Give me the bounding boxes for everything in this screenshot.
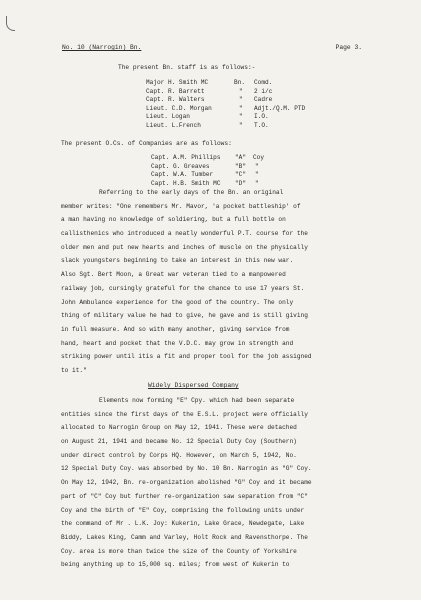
company-suffix: " [255,179,259,187]
staff-role: Comd. [254,79,273,86]
staff-role: Adjt./Q.M. PTD [254,104,306,112]
staff-role: 2 i/c [254,87,273,95]
text-line: Coy and the birth of "E" Coy, comprising the following units under [61,506,305,514]
staff-ditto: Bn. [234,79,245,86]
section-subheading: Widely Dispersed Company [148,382,239,389]
company-oc: Capt. W.A. Tumber [151,171,214,179]
staff-name: Major H. Smith MC [146,79,209,86]
page-number: Page 3. [335,44,362,51]
company-oc: Capt. H.B. Smith MC [151,179,221,187]
text-line: slack youngsters beginning to take an interest in this new war. [61,257,294,265]
text-line: hand, heart and pocket that the V.D.C. may grow in strength and [61,339,294,347]
text-line: railway job, cursingly grateful for the chance to use 17 years St. [61,284,305,292]
text-line: older men and put new hearts and inches of muscle on the physically [61,243,308,251]
recollection-paragraph [61,186,373,378]
company-letter: "D" [235,179,246,187]
margin-mark [6,16,15,31]
company-letter: "B" [235,162,246,170]
text-line: a man having no knowledge of soldiering, but a full bottle on [61,216,286,224]
text-line: on August 21, 1941 and became No. 12 Special Duty Coy (Southern) [61,438,297,446]
staff-ditto: " [239,96,243,104]
text-line: Coy. area is more than twice the size of the County of Yorkshire [61,547,297,555]
staff-name: Lieut. C.D. Morgan [146,104,212,112]
staff-role: T.O. [254,121,269,129]
text-line: striking power until itis a fit and proper tool for the job assigned [61,353,312,361]
text-line: in full measure. And so with many another, giving service from [61,325,290,333]
text-line: John Ambulance experience for the good of the country. The only [61,298,294,306]
company-suffix: " [255,162,259,170]
text-line: under direct control by Corps HQ. However, on March 5, 1942, No. [61,451,297,459]
company-history-paragraph [61,394,373,572]
company-oc: Capt. G. Greaves [151,162,210,170]
text-line: Elements now forming "E" Cpy. which had been separate [99,397,295,404]
text-line: Also Sgt. Bert Moon, a Great war veteran tied to a manpowered [61,271,286,279]
company-suffix: " [255,171,259,179]
staff-name: Lieut. Logan [146,113,190,121]
text-line: being anything up to 15,000 sq. miles; from west of Kukerin to [61,561,290,569]
staff-ditto: " [239,104,243,112]
text-line: allocated to Narrogin Group on May 12, 1941. These were detached [61,424,297,432]
companies-intro: The present O.Cs. of Companies are as follows: [61,140,232,147]
staff-name: Capt. R. Walters [146,96,205,104]
staff-ditto: " [239,121,243,129]
text-line: to it." [61,366,87,374]
page-header [62,44,362,51]
staff-name: Capt. R. Barrett [146,87,205,95]
text-line: 12 Special Duty Coy. was absorbed by No. 10 Bn. Narrogin as "G" Coy. [61,465,312,473]
staff-role: I.O. [254,113,269,121]
company-letter: "C" [235,171,246,179]
text-line: Biddy, Lakes King, Camm and Varley, Holt Rock and Ravensthorpe. The [61,533,308,541]
company-letter: "A" [235,154,246,161]
text-line: member writes: "One remembers Mr. Mavor, 'a pocket battleship' of [61,202,301,210]
company-suffix: Coy [253,154,264,161]
text-line: thing of military value he had to give, he gave and is still giving [61,312,308,320]
battalion-title: No. 10 (Narrogin) Bn. [62,44,142,51]
text-line: entities since the first days of the E.S.L. project were officially [61,410,308,418]
text-line: the command of Mr . L.K. Joy: Kukerin, Lake Grace, Newdegate, Lake [61,520,305,528]
staff-role: Cadre [254,96,273,104]
text-line: On May 12, 1942, Bn. re-organization abolished "G" Coy and it became [61,479,312,487]
staff-ditto: " [239,87,243,95]
text-line: part of "C" Coy but further re-organization saw separation from "C" [61,492,308,500]
text-line: Referring to the early days of the Bn. an original [99,189,284,196]
text-line: callisthenics who introduced a neatly wonderful P.T. course for the [61,230,308,238]
company-oc: Capt. A.M. Phillips [151,154,221,161]
staff-ditto: " [239,113,243,121]
staff-intro: The present Bn. staff is as follows:- [118,64,256,71]
staff-name: Lieut. L.French [146,121,201,129]
